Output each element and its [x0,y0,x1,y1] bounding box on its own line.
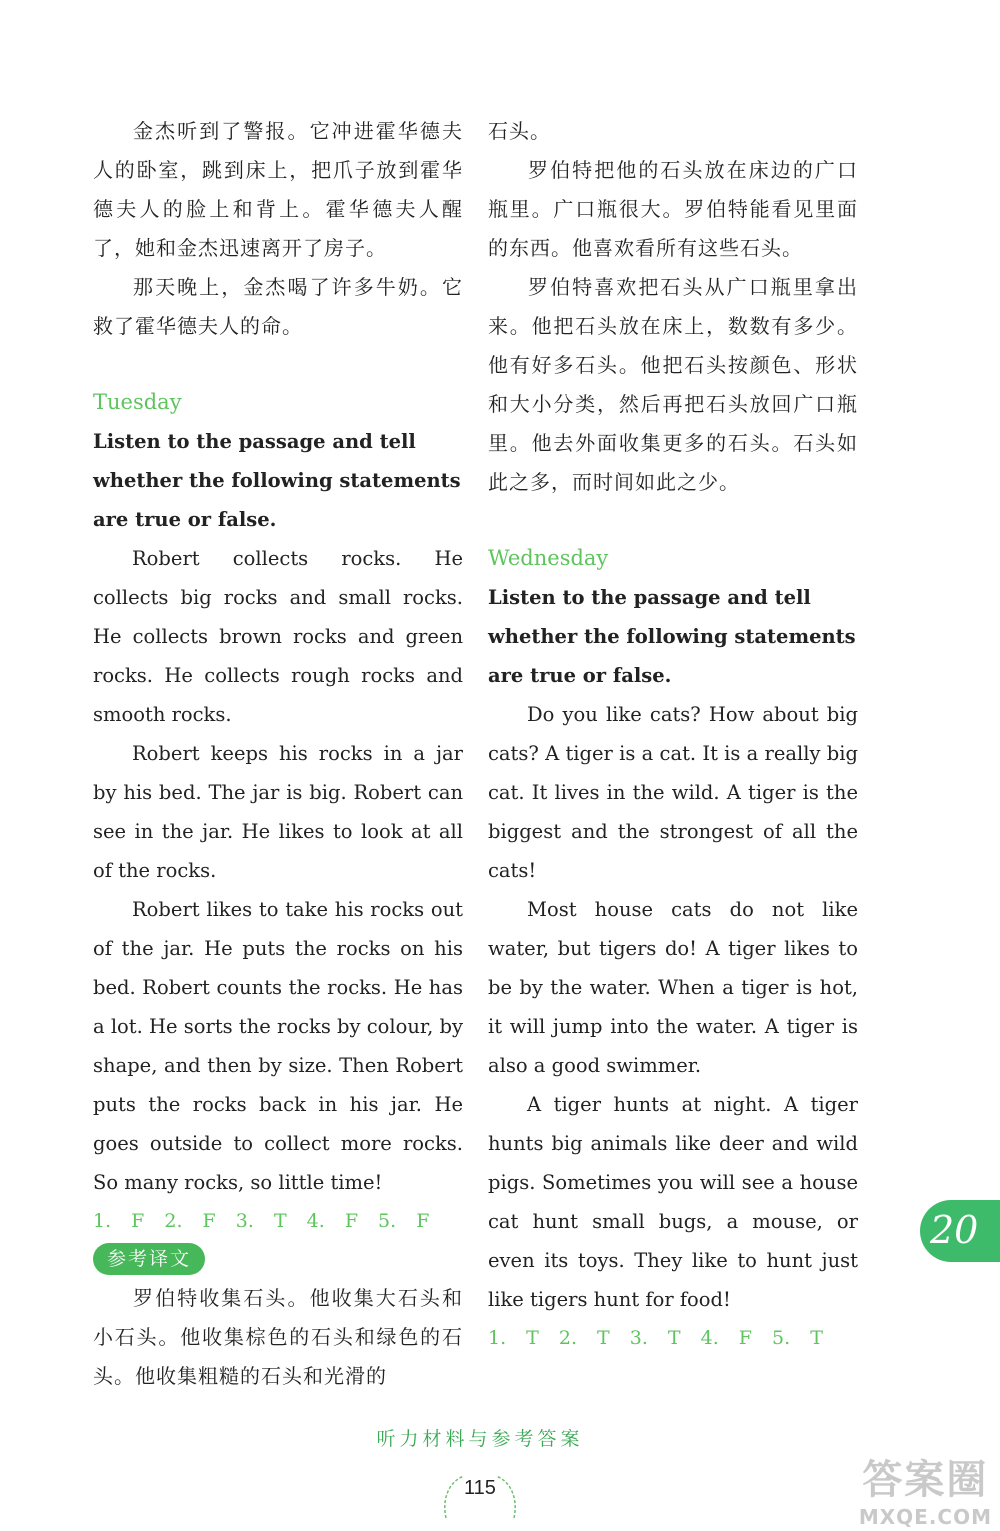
translation-paragraph: 石头。 [488,119,551,143]
section-heading-tuesday: Tuesday [93,390,182,414]
translation-paragraph: 罗伯特收集石头。他收集大石头和小石头。他收集棕色的石头和绿色的石头。他收集粗糙的石头和光滑的 [93,1286,463,1388]
passage-paragraph: Robert likes to take his rocks out of the jar. He puts the rocks on his bed. Robert counts the rocks. He has a lot. He sorts the rocks by colour, by shape, and then by size. Then Robert puts the rocks back in his jar. He goes outside to collect more rocks. So many rocks, so little time! [93,898,463,1194]
passage-paragraph: Most house cats do not like water, but tigers do! A tiger likes to be by the water. When a tiger is hot, it will jump into the water. A tiger is also a good swimmer. [488,898,858,1077]
passage-paragraph: Robert collects rocks. He collects big rocks and small rocks. He collects brown rocks and green rocks. He collects rough rocks and smooth rocks. [93,547,463,726]
instruction-text: Listen to the passage and tell whether the following statements are true or false. [93,430,461,531]
answer-key: 1. F 2. F 3. T 4. F 5. F [93,1210,430,1232]
watermark [859,1448,992,1529]
page-number [440,1470,520,1520]
watermark-logo: 答案圈 [862,1457,989,1503]
translation-paragraph: 罗伯特把他的石头放在床边的广口瓶里。广口瓶很大。罗伯特能看见里面的东西。他喜欢看所有这些石头。 [488,158,858,260]
unit-number-tab [920,1200,1000,1262]
watermark-url: MXQE.COM [858,1505,992,1529]
footer-title: 听力材料与参考答案 [376,1428,584,1450]
translation-paragraph: 罗伯特喜欢把石头从广口瓶里拿出来。他把石头放在床上，数数有多少。他有好多石头。他把石头按颜色、形状和大小分类，然后再把石头放回广口瓶里。他去外面收集更多的石头。石头如此之多，而时间如此之少。 [488,275,858,494]
passage-paragraph: A tiger hunts at night. A tiger hunts big animals like deer and wild pigs. Sometimes you will see a house cat hunt small bugs, a mouse, or even its toys. They like to hunt just like tigers hunt for food! [488,1093,858,1311]
passage-paragraph: Robert keeps his rocks in a jar by his bed. The jar is big. Robert can see in the jar. He likes to look at all of the rocks. [93,742,463,882]
right-column [488,112,858,1358]
translation-paragraph: 金杰听到了警报。它冲进霍华德夫人的卧室，跳到床上，把爪子放到霍华德夫人的脸上和背上。霍华德夫人醒了，她和金杰迅速离开了房子。 [93,119,463,260]
left-column [93,112,463,1396]
instruction-text: Listen to the passage and tell whether the following statements are true or false. [488,586,856,687]
reference-translation-badge: 参考译文 [93,1243,205,1275]
passage-paragraph: Do you like cats? How about big cats? A tiger is a cat. It is a really big cat. It lives in the wild. A tiger is the biggest and the strongest of all the cats! [488,703,858,882]
page-number-text: 115 [464,1477,496,1499]
translation-paragraph: 那天晚上，金杰喝了许多牛奶。它救了霍华德夫人的命。 [93,275,463,338]
unit-number: 20 [930,1208,979,1252]
answer-key: 1. T 2. T 3. T 4. F 5. T [488,1327,823,1349]
section-heading-wednesday: Wednesday [488,546,609,570]
